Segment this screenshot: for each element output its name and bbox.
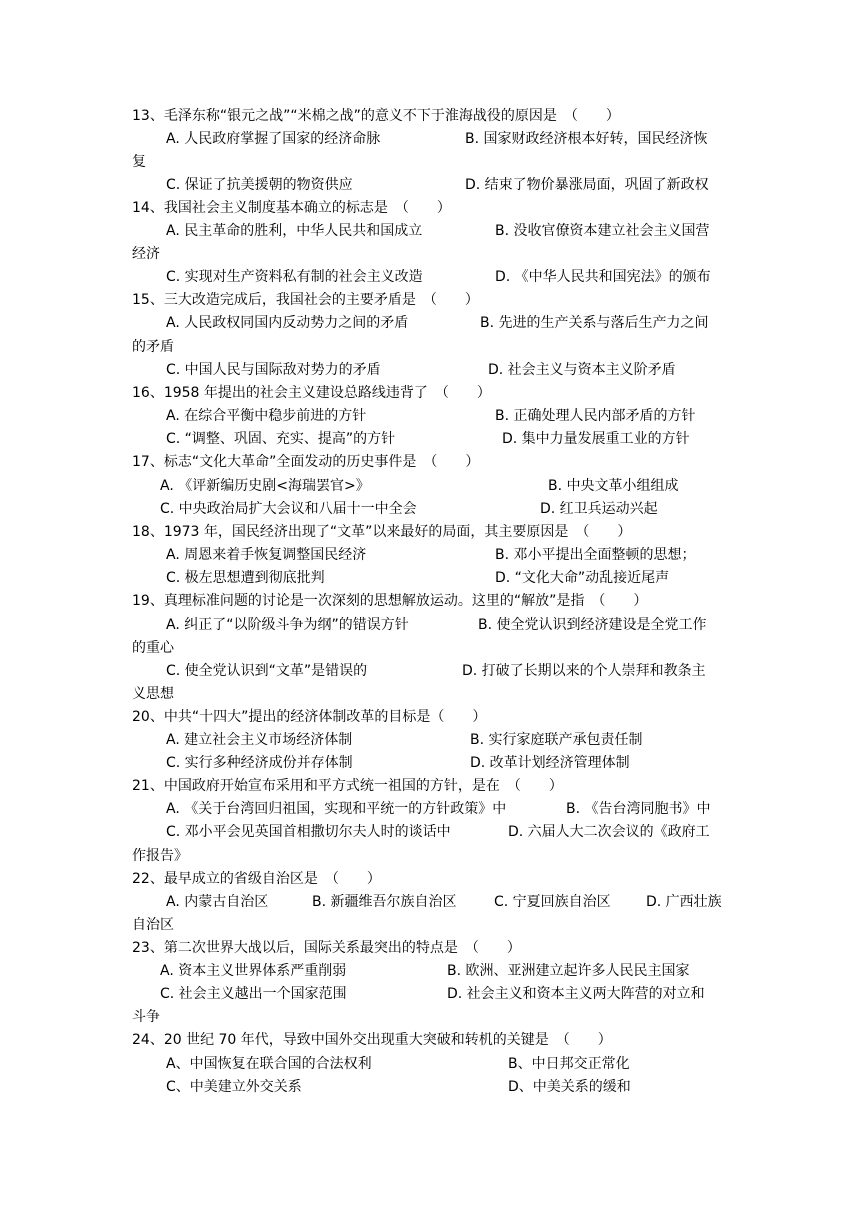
question-23-option-a: A. 资本主义世界体系严重削弱: [160, 963, 347, 979]
question-20-option-c: C. 实行多种经济成份并存体制: [166, 755, 353, 771]
question-21-option-a: A. 《关于台湾回归祖国，实现和平统一的方针政策》中: [166, 801, 507, 817]
question-16-option-a: A. 在综合平衡中稳步前进的方针: [166, 408, 367, 424]
question-23-option-c: C. 社会主义越出一个国家范围: [160, 986, 347, 1002]
question-19-option-b: B. 使全党认识到经济建设是全党工作: [478, 617, 707, 633]
question-19-option-c: C. 使全党认识到“文革”是错误的: [166, 663, 368, 679]
question-22-option-b: B. 新疆维吾尔族自治区: [312, 894, 457, 910]
question-14-option-a: A. 民主革命的胜利，中华人民共和国成立: [166, 223, 423, 239]
question-18-option-c: C. 极左思想遭到彻底批判: [166, 570, 325, 586]
question-14-option-b-wrap: 经济: [132, 246, 160, 262]
question-19-option-d-wrap: 义思想: [132, 686, 174, 702]
question-22-option-c: C. 宁夏回族自治区: [494, 894, 611, 910]
question-20-option-d: D. 改革计划经济管理体制: [470, 755, 630, 771]
question-19-option-b-wrap: 的重心: [132, 640, 174, 656]
question-15-option-c: C. 中国人民与国际敌对势力的矛盾: [166, 362, 381, 378]
question-20-option-a: A. 建立社会主义市场经济体制: [166, 732, 353, 748]
question-14-stem: 14、我国社会主义制度基本确立的标志是 （ ）: [132, 200, 451, 216]
question-18-option-d: D. “文化大命”动乱接近尾声: [495, 570, 670, 586]
question-22-option-a: A. 内蒙古自治区: [166, 894, 269, 910]
question-16-option-b: B. 正确处理人民内部矛盾的方针: [495, 408, 696, 424]
question-13-option-a: A. 人民政府掌握了国家的经济命脉: [166, 131, 381, 147]
question-24-option-d: D、中美关系的缓和: [508, 1079, 631, 1095]
question-19-stem: 19、真理标准问题的讨论是一次深刻的思想解放运动。这里的“解放”是指 （ ）: [132, 593, 648, 609]
question-24-option-a: A、中国恢复在联合国的合法权利: [166, 1056, 372, 1072]
question-20-option-b: B. 实行家庭联产承包责任制: [470, 732, 643, 748]
question-17-option-a: A. 《评新编历史剧<海瑞罢官>》: [160, 478, 370, 494]
question-21-option-d: D. 六届人大二次会议的《政府工: [508, 824, 710, 840]
question-15-option-a: A. 人民政权同国内反动势力之间的矛盾: [166, 315, 409, 331]
question-16-option-c: C. “调整、巩固、充实、提高”的方针: [166, 431, 396, 447]
question-15-stem: 15、三大改造完成后，我国社会的主要矛盾是 （ ）: [132, 292, 479, 308]
question-18-stem: 18、1973 年，国民经济出现了“文革”以来最好的局面，其主要原因是 （ ）: [132, 524, 632, 540]
question-13-option-b-wrap: 复: [132, 154, 146, 170]
question-21-option-b: B. 《告台湾同胞书》中: [566, 801, 711, 817]
question-13-stem: 13、毛泽东称“银元之战”“米棉之战”的意义不下于淮海战役的原因是 （ ）: [132, 108, 620, 124]
question-15-option-b: B. 先进的生产关系与落后生产力之间: [480, 315, 709, 331]
question-22-option-d: D. 广西壮族: [646, 894, 722, 910]
question-18-option-b: B. 邓小平提出全面整顿的思想；: [495, 547, 696, 563]
question-14-option-c: C. 实现对生产资料私有制的社会主义改造: [166, 269, 423, 285]
question-23-option-b: B. 欧洲、亚洲建立起许多人民民主国家: [447, 963, 690, 979]
question-16-stem: 16、1958 年提出的社会主义建设总路线违背了 （ ）: [132, 385, 491, 401]
question-14-option-b: B. 没收官僚资本建立社会主义国营: [495, 223, 710, 239]
question-21-option-c: C. 邓小平会见英国首相撒切尔夫人时的谈话中: [166, 824, 451, 840]
question-17-option-d: D. 红卫兵运动兴起: [540, 501, 658, 517]
question-17-option-b: B. 中央文革小组组成: [548, 478, 679, 494]
question-13-option-b: B. 国家财政经济根本好转，国民经济恢: [465, 131, 708, 147]
question-15-option-b-wrap: 的矛盾: [132, 339, 174, 355]
question-19-option-d: D. 打破了长期以来的个人崇拜和教条主: [462, 663, 706, 679]
question-17-stem: 17、标志“文化大革命”全面发动的历史事件是 （ ）: [132, 454, 480, 470]
question-14-option-d: D. 《中华人民共和国宪法》的颁布: [495, 269, 711, 285]
question-13-option-c: C. 保证了抗美援朝的物资供应: [166, 177, 353, 193]
question-15-option-d: D. 社会主义与资本主义阶矛盾: [488, 362, 676, 378]
question-19-option-a: A. 纠正了“以阶级斗争为纲”的错误方针: [166, 617, 409, 633]
question-24-option-c: C、中美建立外交关系: [166, 1079, 302, 1095]
question-21-stem: 21、中国政府开始宣布采用和平方式统一祖国的方针，是在 （ ）: [132, 778, 563, 794]
question-22-stem: 22、最早成立的省级自治区是 （ ）: [132, 871, 381, 887]
question-23-option-d-wrap: 斗争: [132, 1009, 160, 1025]
question-13-option-d: D. 结束了物价暴涨局面，巩固了新政权: [465, 177, 709, 193]
question-24-option-b: B、中日邦交正常化: [508, 1056, 630, 1072]
question-16-option-d: D. 集中力量发展重工业的方针: [502, 431, 690, 447]
question-20-stem: 20、中共“十四大”提出的经济体制改革的目标是（ ）: [132, 709, 487, 725]
question-18-option-a: A. 周恩来着手恢复调整国民经济: [166, 547, 367, 563]
question-24-stem: 24、20 世纪 70 年代，导致中国外交出现重大突破和转机的关键是 （ ）: [132, 1032, 612, 1048]
question-22-option-d-wrap: 自治区: [132, 917, 174, 933]
question-23-stem: 23、第二次世界大战以后，国际关系最突出的特点是 （ ）: [132, 940, 521, 956]
question-23-option-d: D. 社会主义和资本主义两大阵营的对立和: [447, 986, 705, 1002]
question-17-option-c: C. 中央政治局扩大会议和八届十一中全会: [160, 501, 417, 517]
question-21-option-d-wrap: 作报告》: [132, 848, 188, 864]
